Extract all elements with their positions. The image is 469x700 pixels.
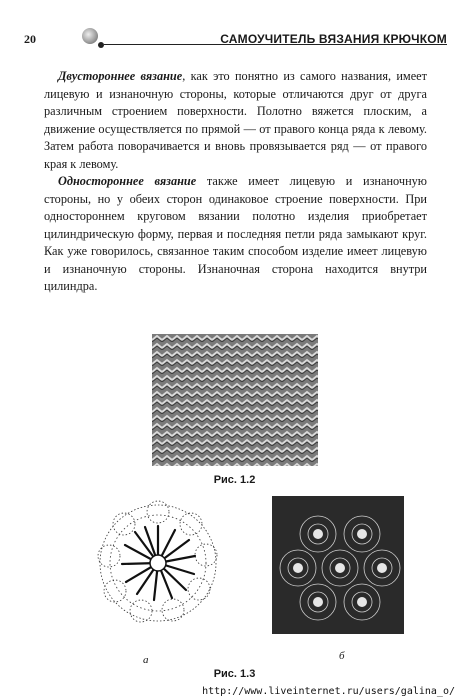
term: Двустороннее вязание (58, 69, 183, 83)
paragraph-two-sided (44, 68, 427, 173)
knit-fabric-photo (152, 334, 318, 466)
label-b: б (339, 650, 345, 662)
crochet-lace-photo (272, 496, 404, 634)
page-number: 20 (24, 32, 36, 46)
paragraph-one-sided (44, 173, 427, 296)
paragraph-text: также имеет лицевую и изнаночную стороны, но у обеих сторон одинаковое строение поверхности. При одностороннем круговом вязании полотно изделия приобретает цилиндрическую форму, первая и последняя петли ряда замыкают круг. Как уже говорилось, связанное таким способом изделие имеет лицевую и изнаночную стороны. Изнаночная сторона находится внутри цилиндра. (44, 174, 427, 293)
label-a: а (143, 654, 149, 666)
ornament-icon (82, 28, 98, 44)
figure-caption: Рис. 1.2 (213, 474, 256, 486)
running-head: САМОУЧИТЕЛЬ ВЯЗАНИЯ КРЮЧКОМ (220, 32, 447, 46)
header-rule (104, 44, 447, 45)
body-text (44, 68, 427, 296)
source-url: http://www.liveinternet.ru/users/galina_o/ (202, 686, 455, 697)
crochet-chart-diagram (82, 498, 234, 628)
term: Одностороннее вязание (58, 174, 197, 188)
paragraph-text: , как это понятно из самого названия, имеет лицевую и изнаночную стороны, которые отличаются друг от друга различным строением поверхности. Полотно вяжется плоским, а движение осуществляется по прямой — от правого конца ряда к левому. Затем работа поворачивается и вновь провязывается ряд — от правого края к левому. (44, 69, 427, 171)
figure-caption: Рис. 1.3 (213, 668, 256, 680)
